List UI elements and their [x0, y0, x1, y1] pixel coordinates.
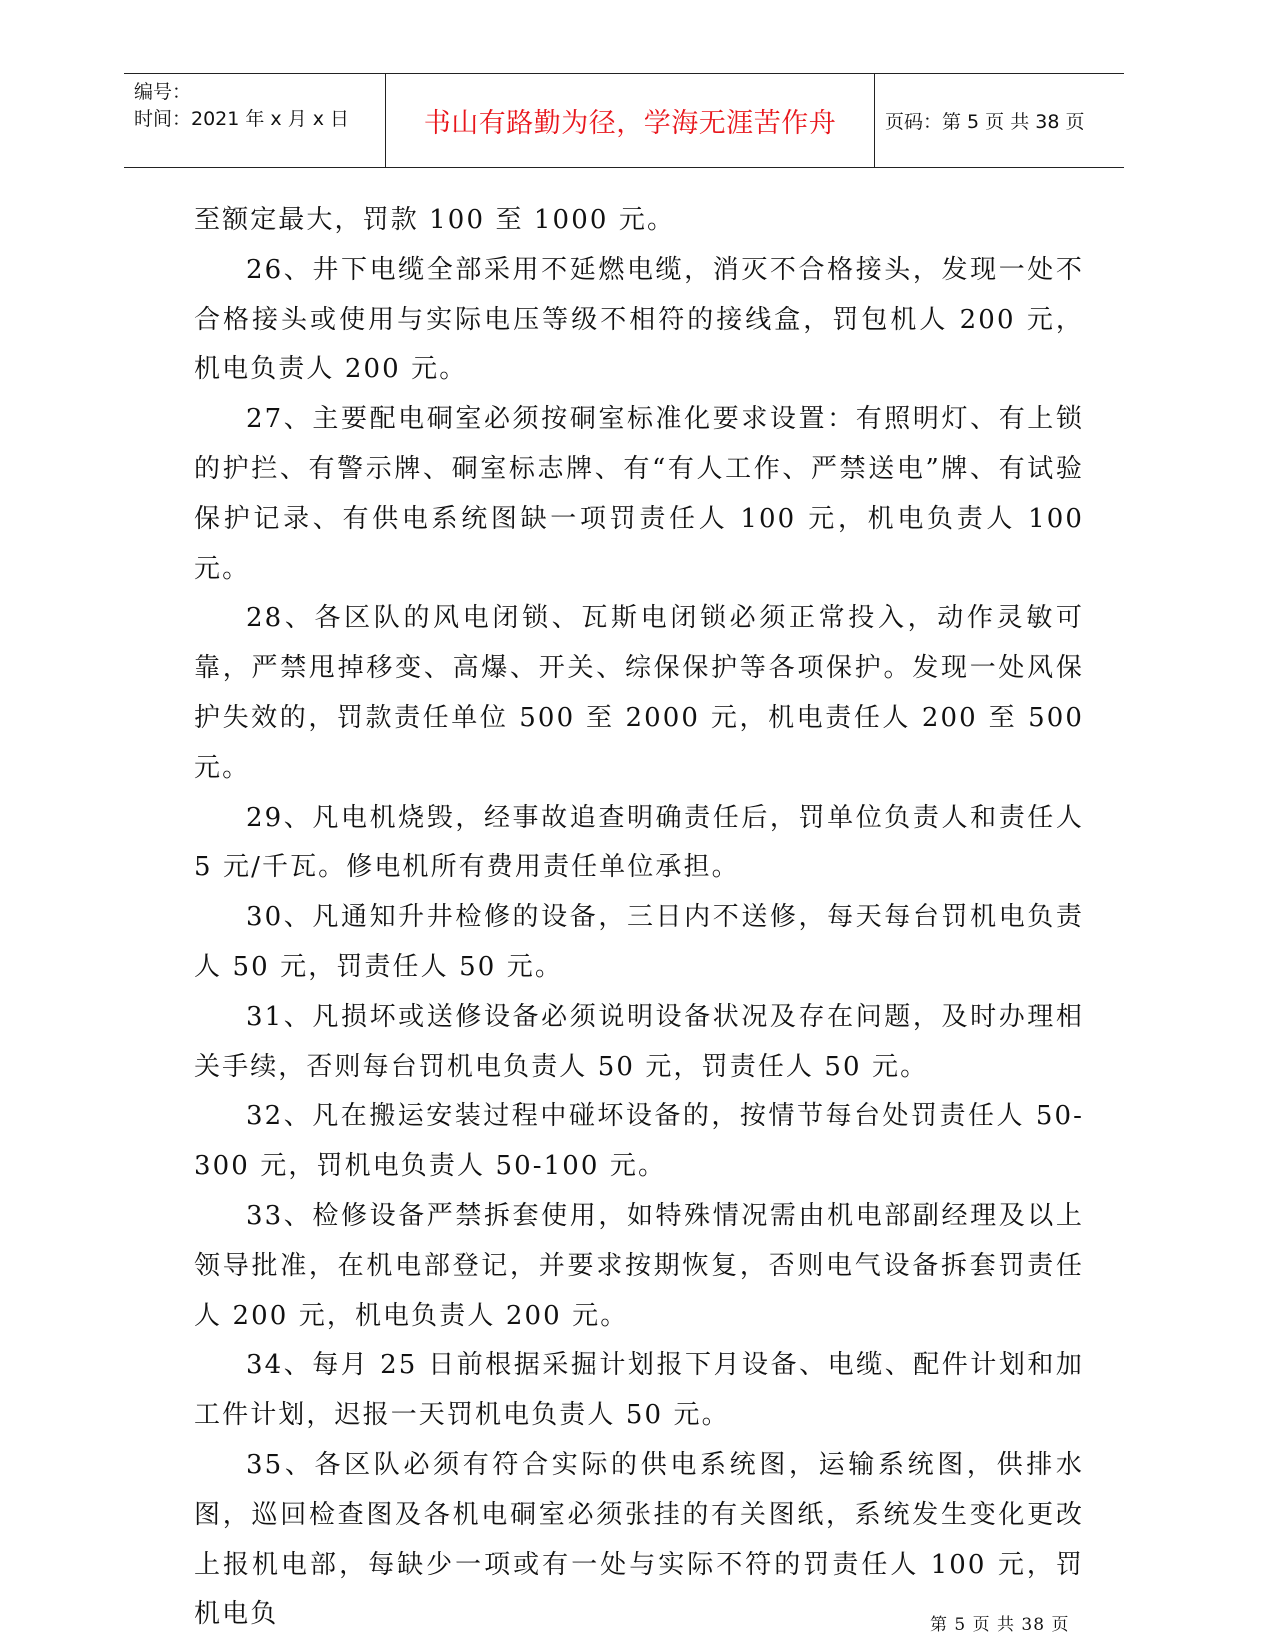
paragraph-28: 28、各区队的风电闭锁、瓦斯电闭锁必须正常投入，动作灵敏可靠，严禁甩掉移变、高爆、开关、综保保护等各项保护。发现一处风保护失效的，罚款责任单位 500 至 2000 元，机电责任人 200 至 500 元。	[194, 603, 1084, 783]
paragraph-35: 35、各区队必须有符合实际的供电系统图，运输系统图，供排水图，巡回检查图及各机电硐室必须张挂的有关图纸，系统发生变化更改上报机电部，每缺少一项或有一处与实际不符的罚责任人 100 元，罚机电负	[194, 1449, 1084, 1630]
header-page-cell	[875, 74, 1124, 167]
document-number-label: 编号：	[134, 81, 192, 103]
paragraph-continuation: 至额定最大，罚款 100 至 1000 元。	[194, 205, 676, 235]
paragraph-31: 31、凡损坏或送修设备必须说明设备状况及存在问题，及时办理相关手续，否则每台罚机电负责人 50 元，罚责任人 50 元。	[194, 1001, 1084, 1082]
paragraph-33: 33、检修设备严禁拆套使用，如特殊情况需由机电部副经理及以上领导批准，在机电部登记，并要求按期恢复，否则电气设备拆套罚责任人 200 元，机电负责人 200 元。	[194, 1200, 1084, 1331]
paragraph-34: 34、每月 25 日前根据采掘计划报下月设备、电缆、配件计划和加工件计划，迟报一天罚机电负责人 50 元。	[194, 1350, 1084, 1431]
paragraph-32: 32、凡在搬运安装过程中碰坏设备的，按情节每台处罚责任人 50-300 元，罚机电负责人 50-100 元。	[194, 1101, 1084, 1182]
document-date-label: 时间：2021 年 x 月 x 日	[134, 108, 350, 130]
header-motto-cell	[386, 74, 875, 167]
paragraph-27: 27、主要配电硐室必须按硐室标准化要求设置：有照明灯、有上锁的护拦、有警示牌、硐室标志牌、有“有人工作、严禁送电”牌、有试验保护记录、有供电系统图缺一项罚责任人 100 元，机电负责人 100 元。	[194, 404, 1084, 584]
paragraph-29: 29、凡电机烧毁，经事故追查明确责任后，罚单位负责人和责任人 5 元/千瓦。修电机所有费用责任单位承担。	[194, 802, 1084, 883]
header-page-info: 页码：第 5 页 共 38 页	[885, 111, 1085, 133]
page-header	[124, 73, 1124, 168]
document-body	[194, 196, 1084, 1640]
paragraph-30: 30、凡通知升井检修的设备，三日内不送修，每天每台罚机电负责人 50 元，罚责任人 50 元。	[194, 902, 1084, 982]
header-meta-cell	[124, 74, 386, 167]
header-motto: 书山有路勤为径，学海无涯苦作舟	[423, 108, 837, 139]
page-footer-number: 第 5 页 共 38 页	[930, 1615, 1070, 1635]
paragraph-26: 26、井下电缆全部采用不延燃电缆，消灭不合格接头，发现一处不合格接头或使用与实际电压等级不相符的接线盒，罚包机人 200 元，机电负责人 200 元。	[194, 254, 1084, 385]
